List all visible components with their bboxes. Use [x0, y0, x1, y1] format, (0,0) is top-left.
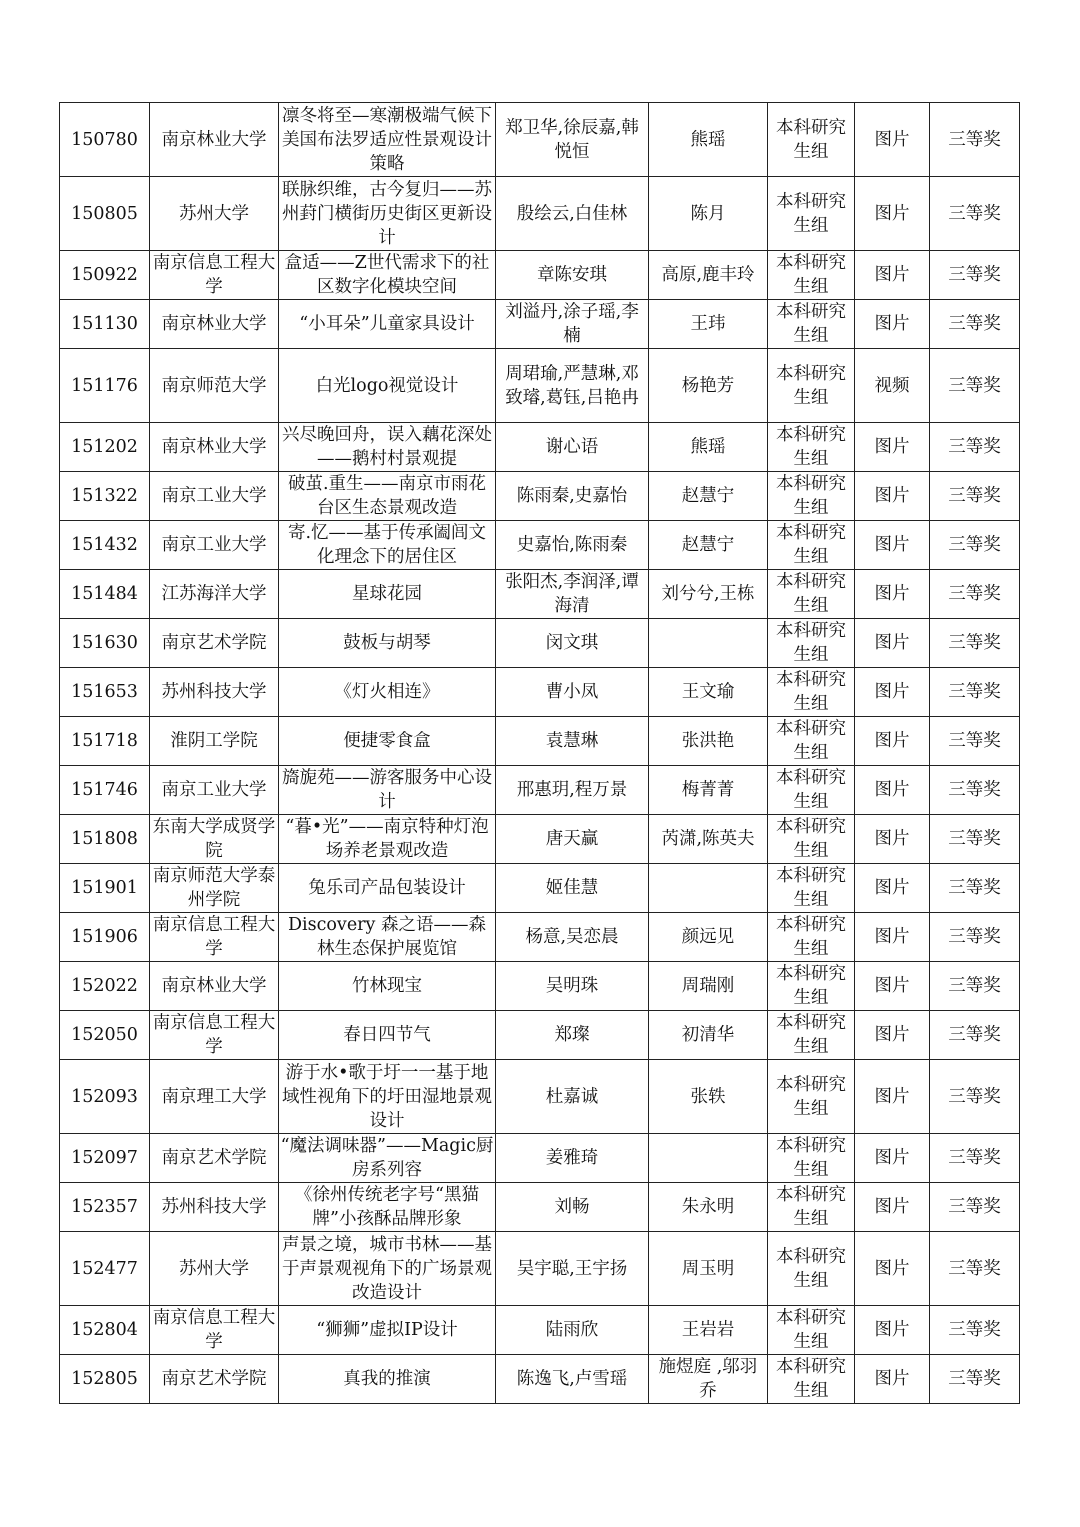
advisor-cell	[649, 619, 768, 668]
award-cell: 三等奖	[930, 668, 1020, 717]
table-row	[60, 103, 1020, 177]
table-row	[60, 1134, 1020, 1183]
entry-id-cell: 152804	[60, 1306, 150, 1355]
authors-cell: 杜嘉诚	[496, 1060, 649, 1134]
work-type-cell: 图片	[855, 103, 930, 177]
award-cell: 三等奖	[930, 472, 1020, 521]
award-cell: 三等奖	[930, 619, 1020, 668]
authors-cell: 邢惠玥,程万景	[496, 766, 649, 815]
school-cell: 南京信息工程大学	[150, 251, 279, 300]
school-cell: 苏州大学	[150, 1232, 279, 1306]
school-cell: 苏州科技大学	[150, 1183, 279, 1232]
award-cell: 三等奖	[930, 1134, 1020, 1183]
work-type-cell: 图片	[855, 815, 930, 864]
authors-cell: 曹小凤	[496, 668, 649, 717]
advisor-cell: 施煜庭 ,邬羽乔	[649, 1355, 768, 1404]
group-cell: 本科研究生组	[768, 766, 855, 815]
award-cell: 三等奖	[930, 815, 1020, 864]
school-cell: 江苏海洋大学	[150, 570, 279, 619]
advisor-cell: 熊瑶	[649, 103, 768, 177]
table-row	[60, 177, 1020, 251]
group-cell: 本科研究生组	[768, 717, 855, 766]
entry-id-cell: 151653	[60, 668, 150, 717]
group-cell: 本科研究生组	[768, 668, 855, 717]
authors-cell: 姜雅琦	[496, 1134, 649, 1183]
table-row	[60, 1183, 1020, 1232]
entry-id-cell: 151808	[60, 815, 150, 864]
group-cell: 本科研究生组	[768, 1060, 855, 1134]
table-row	[60, 300, 1020, 349]
authors-cell: 周珺瑜,严慧琳,邓致璿,葛钰,吕艳冉	[496, 349, 649, 423]
advisor-cell: 初清华	[649, 1011, 768, 1060]
award-cell: 三等奖	[930, 1011, 1020, 1060]
work-type-cell: 图片	[855, 962, 930, 1011]
entry-id-cell: 151906	[60, 913, 150, 962]
authors-cell: 张阳杰,李润泽,谭海清	[496, 570, 649, 619]
group-cell: 本科研究生组	[768, 619, 855, 668]
group-cell: 本科研究生组	[768, 521, 855, 570]
work-title-cell: 白光logo视觉设计	[279, 349, 496, 423]
school-cell: 南京艺术学院	[150, 1134, 279, 1183]
work-type-cell: 图片	[855, 521, 930, 570]
award-cell: 三等奖	[930, 1355, 1020, 1404]
authors-cell: 陈雨秦,史嘉怡	[496, 472, 649, 521]
work-type-cell: 图片	[855, 1306, 930, 1355]
school-cell: 南京信息工程大学	[150, 1306, 279, 1355]
authors-cell: 唐天赢	[496, 815, 649, 864]
group-cell: 本科研究生组	[768, 423, 855, 472]
group-cell: 本科研究生组	[768, 472, 855, 521]
advisor-cell: 王玮	[649, 300, 768, 349]
table-row	[60, 423, 1020, 472]
group-cell: 本科研究生组	[768, 103, 855, 177]
authors-cell: 刘溢丹,涂子瑶,李楠	[496, 300, 649, 349]
award-cell: 三等奖	[930, 177, 1020, 251]
table-row	[60, 766, 1020, 815]
group-cell: 本科研究生组	[768, 1134, 855, 1183]
authors-cell: 刘畅	[496, 1183, 649, 1232]
authors-cell: 郑卫华,徐辰嘉,韩悦恒	[496, 103, 649, 177]
entry-id-cell: 150922	[60, 251, 150, 300]
group-cell: 本科研究生组	[768, 251, 855, 300]
group-cell: 本科研究生组	[768, 864, 855, 913]
work-title-cell: “小耳朵”儿童家具设计	[279, 300, 496, 349]
table-row	[60, 349, 1020, 423]
school-cell: 东南大学成贤学院	[150, 815, 279, 864]
group-cell: 本科研究生组	[768, 349, 855, 423]
award-cell: 三等奖	[930, 1183, 1020, 1232]
authors-cell: 吴宇聪,王宇扬	[496, 1232, 649, 1306]
entry-id-cell: 150805	[60, 177, 150, 251]
work-title-cell: Discovery 森之语——森林生态保护展览馆	[279, 913, 496, 962]
work-title-cell: 《徐州传统老字号“黑猫牌”小孩酥品牌形象	[279, 1183, 496, 1232]
entry-id-cell: 151630	[60, 619, 150, 668]
authors-cell: 郑璨	[496, 1011, 649, 1060]
school-cell: 南京林业大学	[150, 423, 279, 472]
work-type-cell: 图片	[855, 619, 930, 668]
work-title-cell: 鼓板与胡琴	[279, 619, 496, 668]
table-row	[60, 570, 1020, 619]
entry-id-cell: 151484	[60, 570, 150, 619]
authors-cell: 闵文琪	[496, 619, 649, 668]
advisor-cell: 张轶	[649, 1060, 768, 1134]
entry-id-cell: 152477	[60, 1232, 150, 1306]
work-title-cell: 游于水•歌于圩一一基于地域性视角下的圩田湿地景观设计	[279, 1060, 496, 1134]
award-cell: 三等奖	[930, 300, 1020, 349]
table-row	[60, 1060, 1020, 1134]
work-title-cell: 寄.忆——基于传承阖闾文化理念下的居住区	[279, 521, 496, 570]
authors-cell: 袁慧琳	[496, 717, 649, 766]
school-cell: 南京林业大学	[150, 103, 279, 177]
table-row	[60, 815, 1020, 864]
authors-cell: 殷绘云,白佳林	[496, 177, 649, 251]
work-title-cell: 便捷零食盒	[279, 717, 496, 766]
work-type-cell: 图片	[855, 913, 930, 962]
group-cell: 本科研究生组	[768, 300, 855, 349]
award-table	[59, 102, 1020, 1404]
entry-id-cell: 152050	[60, 1011, 150, 1060]
group-cell: 本科研究生组	[768, 1355, 855, 1404]
work-type-cell: 图片	[855, 864, 930, 913]
advisor-cell: 周玉明	[649, 1232, 768, 1306]
advisor-cell: 熊瑶	[649, 423, 768, 472]
work-title-cell: 竹林现宝	[279, 962, 496, 1011]
advisor-cell: 王文瑜	[649, 668, 768, 717]
advisor-cell: 赵慧宁	[649, 521, 768, 570]
work-title-cell: 凛冬将至—寒潮极端气候下美国布法罗适应性景观设计策略	[279, 103, 496, 177]
work-title-cell: 破茧.重生——南京市雨花台区生态景观改造	[279, 472, 496, 521]
entry-id-cell: 152093	[60, 1060, 150, 1134]
work-type-cell: 图片	[855, 472, 930, 521]
school-cell: 南京师范大学泰州学院	[150, 864, 279, 913]
award-cell: 三等奖	[930, 521, 1020, 570]
work-title-cell: 兴尽晚回舟，误入藕花深处——鹅村村景观提	[279, 423, 496, 472]
entry-id-cell: 151176	[60, 349, 150, 423]
advisor-cell: 高原,鹿丰玲	[649, 251, 768, 300]
table-row	[60, 864, 1020, 913]
work-type-cell: 图片	[855, 570, 930, 619]
work-title-cell: 兔乐司产品包装设计	[279, 864, 496, 913]
authors-cell: 谢心语	[496, 423, 649, 472]
work-title-cell: “狮狮”虚拟IP设计	[279, 1306, 496, 1355]
school-cell: 苏州科技大学	[150, 668, 279, 717]
school-cell: 南京艺术学院	[150, 619, 279, 668]
entry-id-cell: 152805	[60, 1355, 150, 1404]
table-row	[60, 717, 1020, 766]
table-row	[60, 1355, 1020, 1404]
entry-id-cell: 151130	[60, 300, 150, 349]
entry-id-cell: 151718	[60, 717, 150, 766]
award-cell: 三等奖	[930, 913, 1020, 962]
work-type-cell: 图片	[855, 1134, 930, 1183]
work-type-cell: 图片	[855, 1183, 930, 1232]
award-cell: 三等奖	[930, 717, 1020, 766]
work-title-cell: “魔法调味器”——Magic厨房系列容	[279, 1134, 496, 1183]
authors-cell: 杨意,吴恋晨	[496, 913, 649, 962]
advisor-cell: 张洪艳	[649, 717, 768, 766]
work-title-cell: 《灯火相连》	[279, 668, 496, 717]
group-cell: 本科研究生组	[768, 1306, 855, 1355]
table-row	[60, 913, 1020, 962]
advisor-cell: 王岩岩	[649, 1306, 768, 1355]
table-row	[60, 1232, 1020, 1306]
table-row	[60, 251, 1020, 300]
advisor-cell: 刘兮兮,王栋	[649, 570, 768, 619]
table-row	[60, 1306, 1020, 1355]
award-cell: 三等奖	[930, 962, 1020, 1011]
table-body	[60, 103, 1020, 1404]
group-cell: 本科研究生组	[768, 1011, 855, 1060]
table-row	[60, 962, 1020, 1011]
school-cell: 苏州大学	[150, 177, 279, 251]
school-cell: 南京信息工程大学	[150, 1011, 279, 1060]
work-type-cell: 图片	[855, 1232, 930, 1306]
work-title-cell: 真我的推演	[279, 1355, 496, 1404]
entry-id-cell: 151432	[60, 521, 150, 570]
entry-id-cell: 151746	[60, 766, 150, 815]
work-type-cell: 图片	[855, 177, 930, 251]
authors-cell: 陈逸飞,卢雪瑶	[496, 1355, 649, 1404]
award-cell: 三等奖	[930, 103, 1020, 177]
table-row	[60, 1011, 1020, 1060]
work-title-cell: 联脉织维，古今复归——苏州葑门横街历史街区更新设计	[279, 177, 496, 251]
group-cell: 本科研究生组	[768, 177, 855, 251]
work-type-cell: 图片	[855, 1011, 930, 1060]
advisor-cell: 芮潇,陈英夫	[649, 815, 768, 864]
school-cell: 南京工业大学	[150, 472, 279, 521]
group-cell: 本科研究生组	[768, 815, 855, 864]
authors-cell: 吴明珠	[496, 962, 649, 1011]
school-cell: 南京信息工程大学	[150, 913, 279, 962]
award-cell: 三等奖	[930, 251, 1020, 300]
school-cell: 南京林业大学	[150, 962, 279, 1011]
work-title-cell: 盒适——Z世代需求下的社区数字化模块空间	[279, 251, 496, 300]
work-title-cell: 星球花园	[279, 570, 496, 619]
school-cell: 南京工业大学	[150, 766, 279, 815]
authors-cell: 章陈安琪	[496, 251, 649, 300]
advisor-cell	[649, 1134, 768, 1183]
entry-id-cell: 150780	[60, 103, 150, 177]
school-cell: 南京林业大学	[150, 300, 279, 349]
award-cell: 三等奖	[930, 766, 1020, 815]
work-title-cell: 声景之境，城市书林——基于声景观视角下的广场景观改造设计	[279, 1232, 496, 1306]
award-cell: 三等奖	[930, 349, 1020, 423]
school-cell: 南京艺术学院	[150, 1355, 279, 1404]
work-title-cell: 春日四节气	[279, 1011, 496, 1060]
group-cell: 本科研究生组	[768, 1183, 855, 1232]
advisor-cell: 赵慧宁	[649, 472, 768, 521]
work-type-cell: 图片	[855, 1355, 930, 1404]
award-cell: 三等奖	[930, 1232, 1020, 1306]
advisor-cell: 周瑞刚	[649, 962, 768, 1011]
authors-cell: 史嘉怡,陈雨秦	[496, 521, 649, 570]
work-type-cell: 图片	[855, 251, 930, 300]
school-cell: 南京理工大学	[150, 1060, 279, 1134]
entry-id-cell: 152097	[60, 1134, 150, 1183]
work-title-cell: 旖旎苑——游客服务中心设计	[279, 766, 496, 815]
authors-cell: 陆雨欣	[496, 1306, 649, 1355]
work-type-cell: 图片	[855, 423, 930, 472]
work-type-cell: 图片	[855, 668, 930, 717]
entry-id-cell: 151202	[60, 423, 150, 472]
school-cell: 淮阴工学院	[150, 717, 279, 766]
table-row	[60, 619, 1020, 668]
award-cell: 三等奖	[930, 423, 1020, 472]
work-type-cell: 视频	[855, 349, 930, 423]
table-row	[60, 472, 1020, 521]
entry-id-cell: 151322	[60, 472, 150, 521]
entry-id-cell: 152357	[60, 1183, 150, 1232]
advisor-cell	[649, 864, 768, 913]
group-cell: 本科研究生组	[768, 570, 855, 619]
advisor-cell: 颜远见	[649, 913, 768, 962]
advisor-cell: 杨艳芳	[649, 349, 768, 423]
award-cell: 三等奖	[930, 570, 1020, 619]
award-cell: 三等奖	[930, 1060, 1020, 1134]
work-title-cell: “暮•光”——南京特种灯泡场养老景观改造	[279, 815, 496, 864]
authors-cell: 姬佳慧	[496, 864, 649, 913]
advisor-cell: 梅菁菁	[649, 766, 768, 815]
school-cell: 南京师范大学	[150, 349, 279, 423]
entry-id-cell: 151901	[60, 864, 150, 913]
work-type-cell: 图片	[855, 300, 930, 349]
advisor-cell: 朱永明	[649, 1183, 768, 1232]
advisor-cell: 陈月	[649, 177, 768, 251]
award-cell: 三等奖	[930, 864, 1020, 913]
group-cell: 本科研究生组	[768, 913, 855, 962]
award-cell: 三等奖	[930, 1306, 1020, 1355]
table-row	[60, 521, 1020, 570]
entry-id-cell: 152022	[60, 962, 150, 1011]
work-type-cell: 图片	[855, 717, 930, 766]
group-cell: 本科研究生组	[768, 962, 855, 1011]
work-type-cell: 图片	[855, 766, 930, 815]
school-cell: 南京工业大学	[150, 521, 279, 570]
work-type-cell: 图片	[855, 1060, 930, 1134]
group-cell: 本科研究生组	[768, 1232, 855, 1306]
table-row	[60, 668, 1020, 717]
